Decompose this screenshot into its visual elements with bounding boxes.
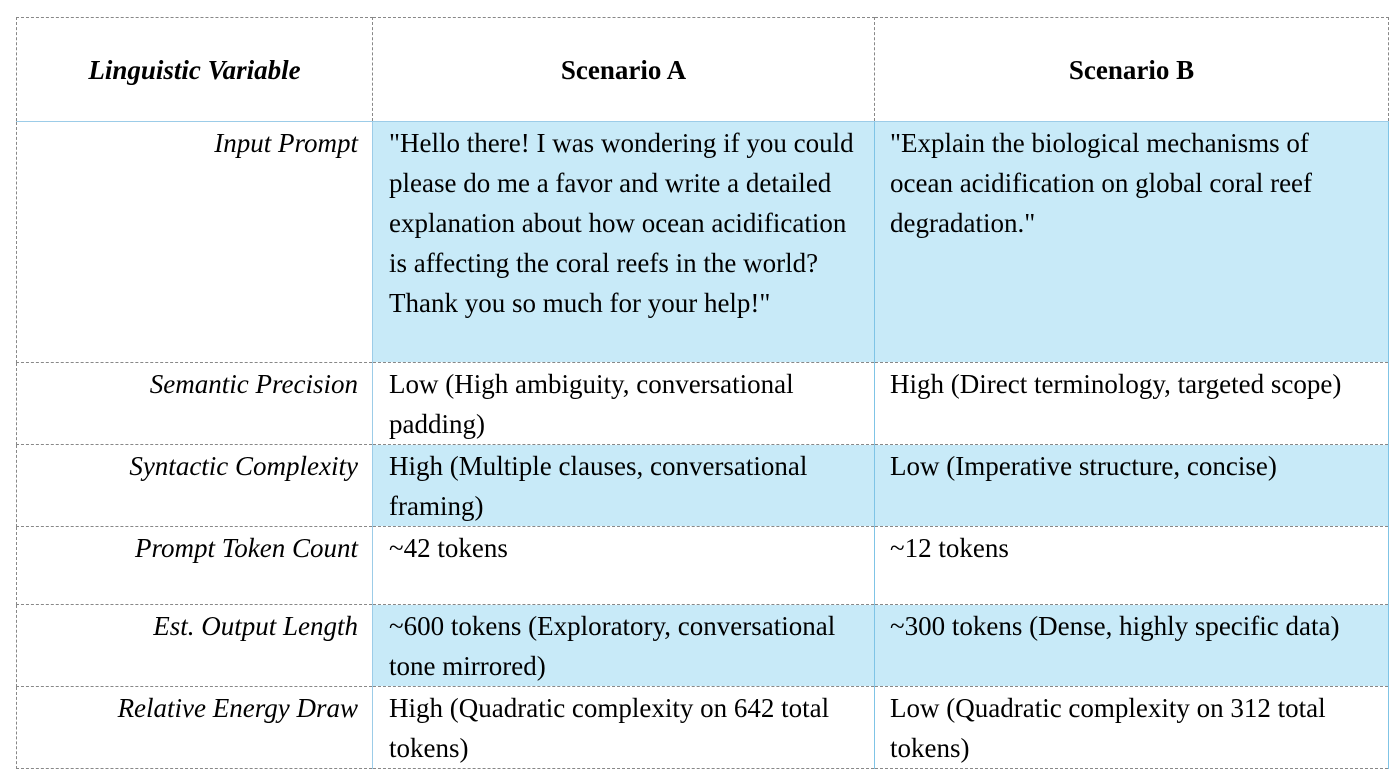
row-label: Syntactic Complexity <box>17 445 373 527</box>
cell-scenario-a: "Hello there! I was wondering if you could please do me a favor and write a detailed explanation about how ocean acidification is affecting the coral reefs in the world? Thank you so much for your help!" <box>373 122 875 363</box>
table-row-est-output-length <box>17 605 1389 687</box>
row-label: Prompt Token Count <box>17 527 373 605</box>
comparison-table <box>16 17 1389 769</box>
row-label: Input Prompt <box>17 122 373 363</box>
cell-scenario-b: Low (Imperative structure, concise) <box>875 445 1389 527</box>
header-scenario-a: Scenario A <box>373 18 875 122</box>
cell-scenario-b: ~12 tokens <box>875 527 1389 605</box>
row-label: Est. Output Length <box>17 605 373 687</box>
header-scenario-b: Scenario B <box>875 18 1389 122</box>
table-row-prompt-token-count <box>17 527 1389 605</box>
table-row-relative-energy-draw <box>17 687 1389 769</box>
cell-scenario-b: Low (Quadratic complexity on 312 total tokens) <box>875 687 1389 769</box>
table-header-row <box>17 18 1389 122</box>
cell-scenario-a: High (Quadratic complexity on 642 total tokens) <box>373 687 875 769</box>
header-linguistic-variable: Linguistic Variable <box>17 18 373 122</box>
cell-scenario-a: ~600 tokens (Exploratory, conversational tone mirrored) <box>373 605 875 687</box>
cell-scenario-b: High (Direct terminology, targeted scope) <box>875 363 1389 445</box>
cell-scenario-a: ~42 tokens <box>373 527 875 605</box>
cell-scenario-a: High (Multiple clauses, conversational framing) <box>373 445 875 527</box>
cell-scenario-a: Low (High ambiguity, conversational padding) <box>373 363 875 445</box>
cell-scenario-b: ~300 tokens (Dense, highly specific data) <box>875 605 1389 687</box>
table-row-syntactic-complexity <box>17 445 1389 527</box>
cell-scenario-b: "Explain the biological mechanisms of ocean acidification on global coral reef degradation." <box>875 122 1389 363</box>
row-label: Semantic Precision <box>17 363 373 445</box>
row-label: Relative Energy Draw <box>17 687 373 769</box>
table-row-semantic-precision <box>17 363 1389 445</box>
table-row-input-prompt <box>17 122 1389 363</box>
